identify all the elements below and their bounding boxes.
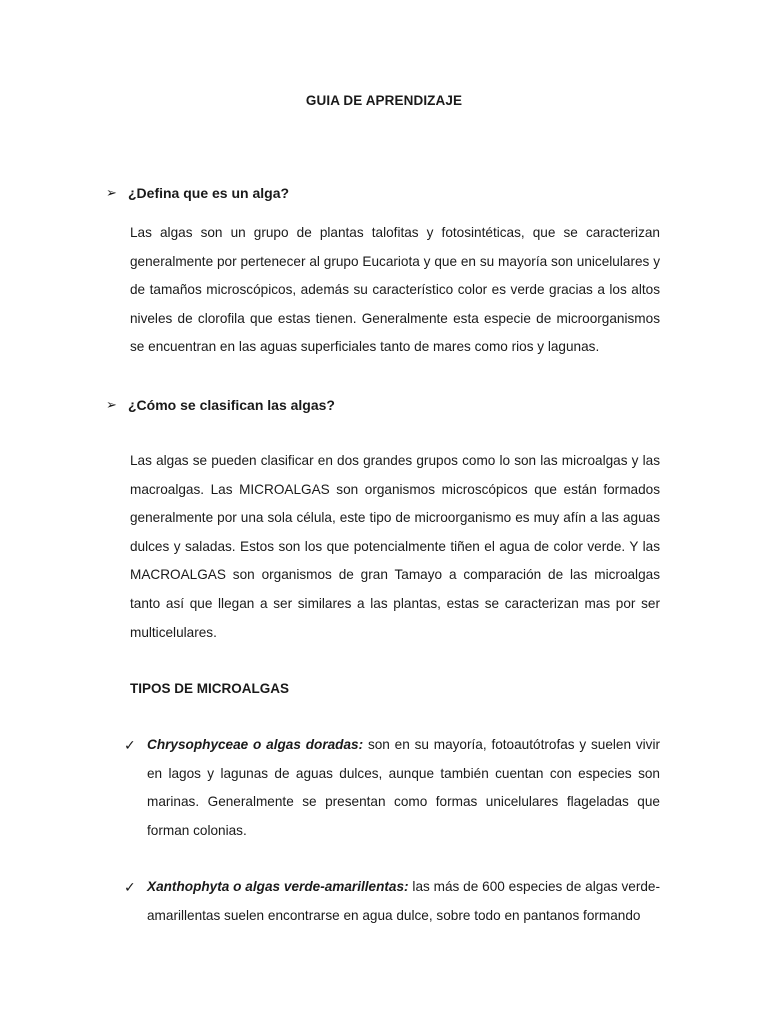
list-item-term: Chrysophyceae o algas doradas: — [147, 737, 364, 752]
question-1 — [106, 185, 289, 201]
arrow-bullet-icon: ➢ — [106, 397, 117, 412]
question-2 — [106, 397, 335, 413]
document-title: GUIA DE APRENDIZAJE — [305, 93, 463, 108]
checkmark-icon: ✓ — [124, 879, 136, 895]
list-item-body — [147, 731, 660, 845]
question-1-text: ¿Defina que es un alga? — [128, 185, 290, 201]
list-item-description: las más de 600 especies de algas verde-amarillentas suelen encontrarse en agua dulce, sobre todo en pantanos formando — [147, 879, 661, 923]
list-item — [124, 873, 660, 930]
section-heading: TIPOS DE MICROALGAS — [130, 681, 290, 696]
list-item-term: Xanthophyta o algas verde-amarillentas: — [147, 879, 409, 894]
list-item-body — [147, 873, 660, 930]
checkmark-icon: ✓ — [124, 737, 136, 753]
answer-1-paragraph: Las algas son un grupo de plantas talofitas y fotosintéticas, que se caracterizan generalmente por pertenecer al grupo Eucariota y que en su mayoría son unicelulares y de tamaños microscópicos, además su característico color es verde gracias a los altos niveles de clorofila que estas tienen. Generalmente esta especie de microorganismos se encuentran en las aguas superficiales tanto de mares como rios y lagunas. — [130, 225, 660, 355]
question-2-text: ¿Cómo se clasifican las algas? — [128, 397, 335, 413]
list-item-description: son en su mayoría, fotoautótrofas y suelen vivir en lagos y lagunas de aguas dulces, aunque también cuentan con especies son marinas. Generalmente se presentan como formas unicelulares flageladas que forman colonias. — [147, 737, 661, 838]
answer-2-paragraph: Las algas se pueden clasificar en dos grandes grupos como lo son las microalgas y las macroalgas. Las MICROALGAS son organismos microscópicos que están formados generalmente por una sola célula, este tipo de microorganismo es muy afín a las aguas dulces y saladas. Estos son los que potencialmente tiñen el agua de color verde. Y las MACROALGAS son organismos de gran Tamayo a comparación de las microalgas tanto así que llegan a ser similares a las plantas, estas se caracterizan mas por ser multicelulares. — [130, 453, 660, 640]
arrow-bullet-icon: ➢ — [106, 185, 117, 200]
list-item — [124, 731, 660, 845]
